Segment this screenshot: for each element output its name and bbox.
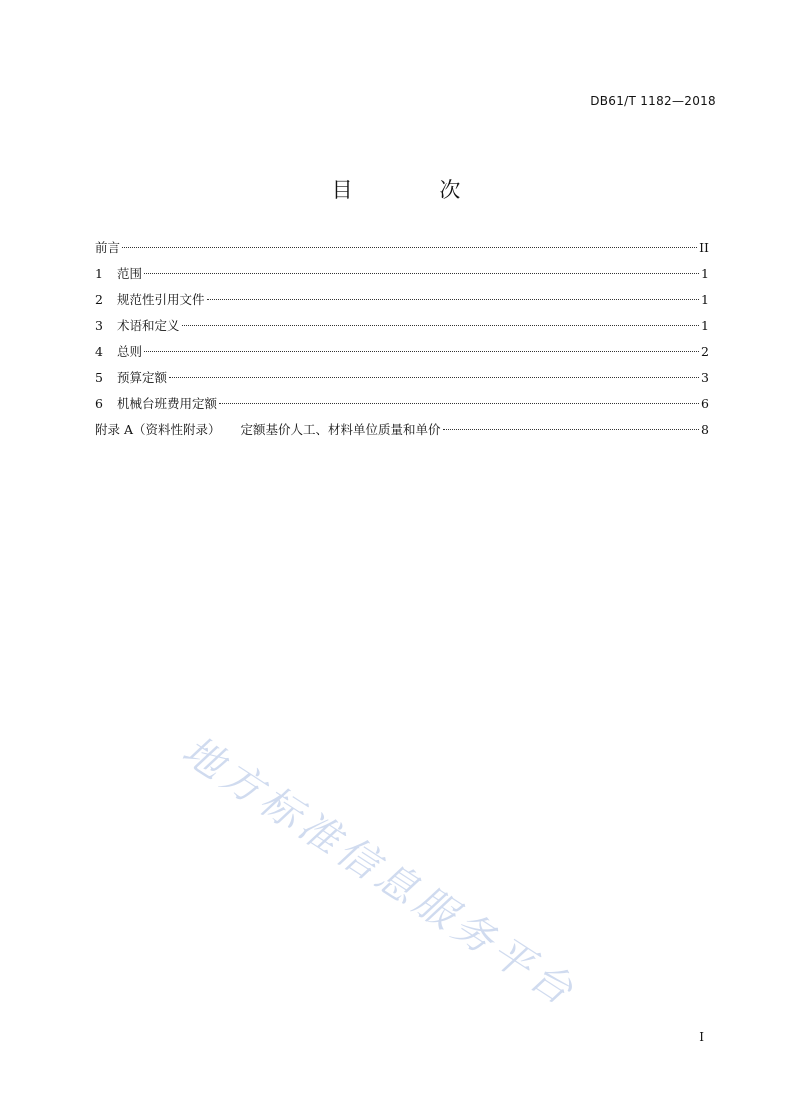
toc-entry-page: 1 [701, 266, 709, 281]
toc-entry-page: II [699, 240, 709, 255]
toc-entry-normative-references[interactable] [95, 290, 709, 316]
toc-entry-budget-quota[interactable] [95, 368, 709, 394]
toc-entry-number: 3 [95, 318, 103, 333]
watermark [174, 650, 668, 1017]
dot-leader [443, 429, 700, 430]
toc-entry-label: 前言 [95, 240, 121, 255]
dot-leader [169, 377, 699, 378]
toc-entry-terms[interactable] [95, 316, 709, 342]
toc-entry-label: 机械台班费用定额 [117, 396, 218, 411]
toc-entry-label: 预算定额 [117, 370, 168, 385]
toc-appendix-title: 定额基价人工、材料单位质量和单价 [240, 422, 441, 437]
toc-entry-page: 1 [701, 292, 709, 307]
page-number: I [699, 1030, 704, 1044]
toc-entry-label: 附录 A（资料性附录） [95, 422, 221, 437]
table-of-contents [95, 238, 709, 446]
dot-leader [144, 351, 699, 352]
toc-entry-page: 2 [701, 344, 709, 359]
toc-entry-number: 4 [95, 344, 103, 359]
toc-entry-label: 总则 [117, 344, 143, 359]
toc-entry-page: 6 [701, 396, 709, 411]
toc-entry-general[interactable] [95, 342, 709, 368]
toc-entry-page: 3 [701, 370, 709, 385]
toc-entry-label: 范围 [117, 266, 143, 281]
toc-entry-number: 1 [95, 266, 103, 281]
dot-leader [144, 273, 699, 274]
dot-leader [219, 403, 699, 404]
toc-entry-appendix-a[interactable] [95, 420, 709, 446]
dot-leader [122, 247, 697, 248]
watermark-text: 地方标准信息服务平台 [174, 727, 585, 1017]
dot-leader [182, 325, 700, 326]
toc-entry-page: 8 [701, 422, 709, 437]
toc-entry-label: 术语和定义 [117, 318, 180, 333]
toc-entry-preface[interactable] [95, 238, 709, 264]
toc-entry-machine-shift[interactable] [95, 394, 709, 420]
standard-code: DB61/T 1182—2018 [590, 94, 716, 108]
toc-entry-number: 2 [95, 292, 103, 307]
toc-entry-number: 6 [95, 396, 103, 411]
toc-entry-scope[interactable] [95, 264, 709, 290]
dot-leader [207, 299, 700, 300]
toc-entry-page: 1 [701, 318, 709, 333]
toc-entry-label: 规范性引用文件 [117, 292, 205, 307]
toc-title: 目 次 [331, 178, 501, 202]
toc-entry-number: 5 [95, 370, 103, 385]
